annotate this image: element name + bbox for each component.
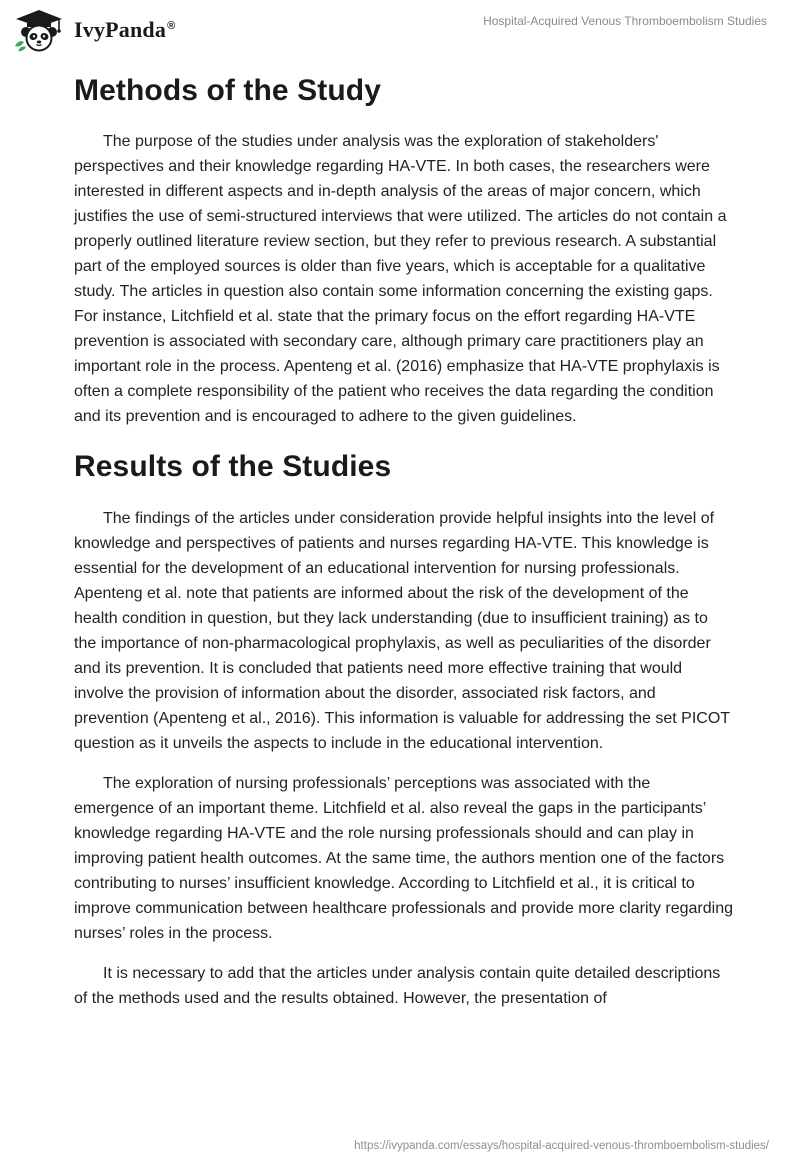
section-heading-results: Results of the Studies bbox=[74, 450, 392, 483]
page-header bbox=[0, 0, 800, 60]
panda-graduate-logo-icon bbox=[12, 8, 66, 52]
registered-mark: ® bbox=[167, 19, 176, 32]
paragraph: The purpose of the studies under analysis was the exploration of stakeholders' perspectives and their knowledge regarding HA-VTE. In both cases, the researchers were interested in different aspects and in-depth analysis of the areas of major concern, which justifies the use of semi-structured interviews that were utilized. The articles do not contain a properly outlined literature review section, but they refer to previous research. A substantial part of the employed sources is older than five years, which is acceptable for a qualitative study. The articles in question also contain some information concerning the existing gaps. For instance, Litchfield et al. state that the primary focus on the effort regarding HA-VTE prevention is associated with secondary care, although primary care practitioners play an important role in the process. Apenteng et al. (2016) emphasize that HA-VTE prophylaxis is often a complete responsibility of the patient who receives the data regarding the condition and its prevention and is encouraged to adhere to the given guidelines. bbox=[74, 133, 727, 425]
section-heading-methods: Methods of the Study bbox=[74, 74, 381, 107]
running-title: Hospital-Acquired Venous Thromboembolism Studies bbox=[483, 14, 767, 28]
paragraph: The findings of the articles under consideration provide helpful insights into the level of knowledge and perspectives of patients and nurses regarding HA-VTE. This knowledge is essential for the development of an educational intervention for nursing professionals. Apenteng et al. note that patients are informed about the risk of the development of the health condition in question, but they lack understanding (due to insufficient training) as to the importance of non-pharmacological prophylaxis, as well as peculiarities of the disorder and its prevention. It is concluded that patients need more effective training that would involve the provision of information about the disorder, associated risk factors, and prevention (Apenteng et al., 2016). This information is valuable for addressing the set PICOT question as it unveils the aspects to include in the educational intervention. bbox=[74, 510, 730, 752]
brand-name: IvyPanda® bbox=[74, 17, 176, 42]
article-content bbox=[74, 68, 734, 1026]
paragraph: The exploration of nursing professionals’ perceptions was associated with the emergence of an important theme. Litchfield et al. also reveal the gaps in the participants’ knowledge regarding HA-VTE and the role nursing professionals should and can play in improving patient health outcomes. At the same time, the authors mention one of the factors contributing to nurses’ insufficient knowledge. According to Litchfield et al., it is critical to improve communication between healthcare professionals and provide more clarity regarding nurses’ roles in the process. bbox=[74, 775, 734, 942]
brand-logo[interactable] bbox=[12, 8, 175, 52]
paragraph: It is necessary to add that the articles under analysis contain quite detailed descriptions of the methods used and the results obtained. However, the presentation of bbox=[74, 965, 721, 1007]
footer-source-url[interactable]: https://ivypanda.com/essays/hospital-acquired-venous-thromboembolism-studies/ bbox=[354, 1140, 769, 1152]
